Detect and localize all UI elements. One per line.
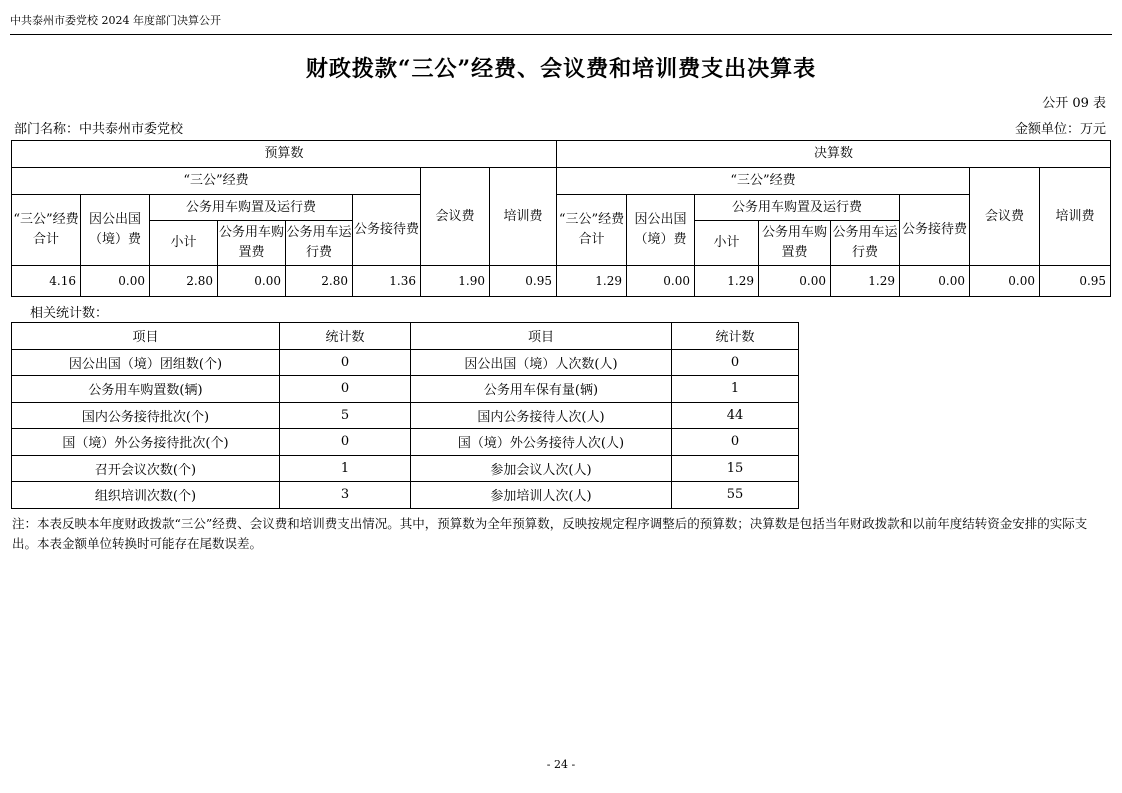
department-name: 部门名称：中共泰州市委党校 <box>14 122 184 137</box>
table-row <box>12 482 799 509</box>
stats-table <box>11 322 799 509</box>
final-total-header: “三公”经费合计 <box>557 195 627 266</box>
budget-abroad-header: 因公出国（境）费 <box>81 195 150 266</box>
value-cell: 0.95 <box>1040 266 1111 297</box>
table-row <box>12 402 799 429</box>
value-cell: 1.29 <box>695 266 759 297</box>
value-cell: 0.00 <box>627 266 695 297</box>
table-row <box>12 455 799 482</box>
stats-item: 国（境）外公务接待人次(人) <box>411 429 672 456</box>
final-car-run-header: 公务用车运行费 <box>831 221 900 266</box>
stats-count: 0 <box>672 349 799 376</box>
budget-car-group-header: 公务用车购置及运行费 <box>150 195 353 221</box>
value-cell: 0.00 <box>900 266 970 297</box>
stats-count: 5 <box>280 402 411 429</box>
value-cell: 0.95 <box>490 266 557 297</box>
stats-item: 参加培训人次(人) <box>411 482 672 509</box>
budget-total-header: “三公”经费合计 <box>12 195 81 266</box>
page-number: - 24 - <box>546 758 576 771</box>
stats-count: 1 <box>280 455 411 482</box>
stats-item: 因公出国（境）人次数(人) <box>411 349 672 376</box>
budget-car-buy-header: 公务用车购置费 <box>218 221 286 266</box>
value-cell: 0.00 <box>759 266 831 297</box>
stats-head-item: 项目 <box>411 323 672 350</box>
expenditure-table <box>11 140 1111 297</box>
final-car-buy-header: 公务用车购置费 <box>759 221 831 266</box>
footnote: 注：本表反映本年度财政拨款“三公”经费、会议费和培训费支出情况。其中，预算数为全年预算数，反映按规定程序调整后的预算数；决算数是包括当年财政拨款和以前年度结转资金安排的实际支出。本表金额单位转换时可能存在尾数误差。 <box>12 516 1088 551</box>
budget-meeting-header: 会议费 <box>421 168 490 266</box>
stats-item: 召开会议次数(个) <box>12 455 280 482</box>
stats-count: 0 <box>280 349 411 376</box>
stats-head-count: 统计数 <box>672 323 799 350</box>
stats-head-item: 项目 <box>12 323 280 350</box>
stats-count: 15 <box>672 455 799 482</box>
final-abroad-header: 因公出国（境）费 <box>627 195 695 266</box>
stats-item: 国内公务接待人次(人) <box>411 402 672 429</box>
value-cell: 1.29 <box>557 266 627 297</box>
stats-count: 55 <box>672 482 799 509</box>
document-header: 中共泰州市委党校 2024 年度部门决算公开 <box>10 14 221 27</box>
stats-item: 公务用车保有量(辆) <box>411 376 672 403</box>
header-divider <box>10 34 1112 35</box>
budget-header: 预算数 <box>12 141 557 168</box>
table-row <box>12 429 799 456</box>
stats-item: 参加会议人次(人) <box>411 455 672 482</box>
stats-item: 因公出国（境）团组数(个) <box>12 349 280 376</box>
final-training-header: 培训费 <box>1040 168 1111 266</box>
value-cell: 1.29 <box>831 266 900 297</box>
budget-sangong-header: “三公”经费 <box>12 168 421 195</box>
final-header: 决算数 <box>557 141 1111 168</box>
stats-count: 0 <box>280 429 411 456</box>
final-car-group-header: 公务用车购置及运行费 <box>695 195 900 221</box>
stats-item: 国（境）外公务接待批次(个) <box>12 429 280 456</box>
table-row <box>12 349 799 376</box>
budget-training-header: 培训费 <box>490 168 557 266</box>
final-meeting-header: 会议费 <box>970 168 1040 266</box>
stats-item: 公务用车购置数(辆) <box>12 376 280 403</box>
final-reception-header: 公务接待费 <box>900 195 970 266</box>
final-subtotal-header: 小计 <box>695 221 759 266</box>
page-title: 财政拨款“三公”经费、会议费和培训费支出决算表 <box>305 56 817 82</box>
value-cell: 0.00 <box>218 266 286 297</box>
stats-count: 3 <box>280 482 411 509</box>
value-cell: 2.80 <box>150 266 218 297</box>
value-cell: 1.36 <box>353 266 421 297</box>
table-code: 公开 09 表 <box>1042 96 1106 111</box>
stats-head-count: 统计数 <box>280 323 411 350</box>
table-row <box>12 376 799 403</box>
budget-reception-header: 公务接待费 <box>353 195 421 266</box>
amount-unit: 金额单位：万元 <box>1014 122 1106 137</box>
value-cell: 2.80 <box>286 266 353 297</box>
stats-count: 1 <box>672 376 799 403</box>
stats-count: 0 <box>672 429 799 456</box>
value-cell: 4.16 <box>12 266 81 297</box>
stats-item: 国内公务接待批次(个) <box>12 402 280 429</box>
stats-label: 相关统计数： <box>30 306 109 321</box>
value-cell: 0.00 <box>970 266 1040 297</box>
value-cell: 1.90 <box>421 266 490 297</box>
budget-car-run-header: 公务用车运行费 <box>286 221 353 266</box>
stats-item: 组织培训次数(个) <box>12 482 280 509</box>
stats-count: 0 <box>280 376 411 403</box>
value-cell: 0.00 <box>81 266 150 297</box>
final-sangong-header: “三公”经费 <box>557 168 970 195</box>
stats-count: 44 <box>672 402 799 429</box>
budget-subtotal-header: 小计 <box>150 221 218 266</box>
